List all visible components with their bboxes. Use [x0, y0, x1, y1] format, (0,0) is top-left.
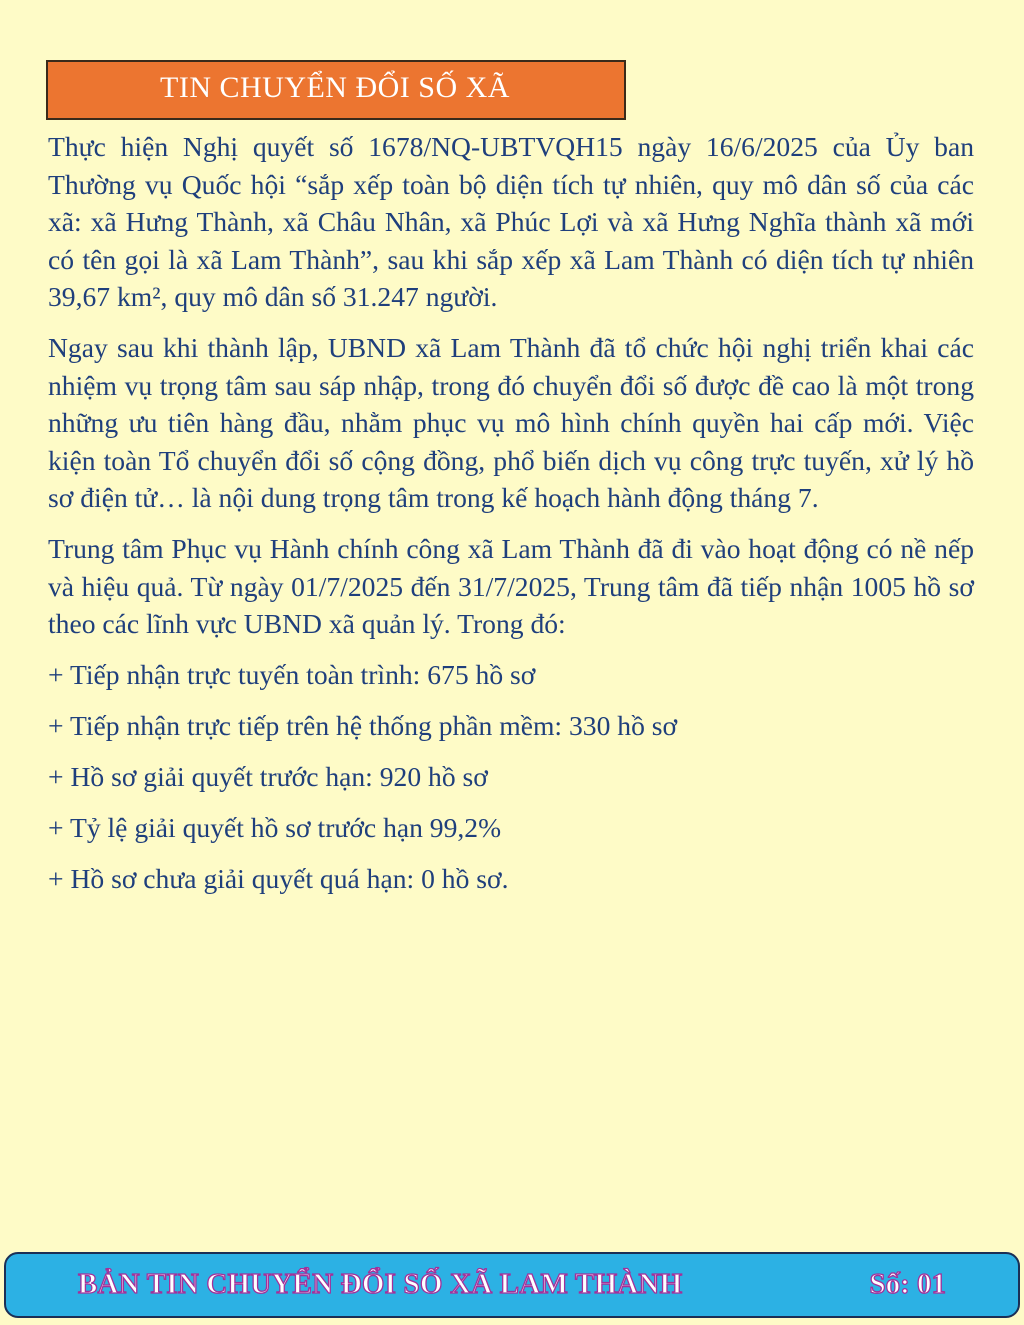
article-body	[48, 128, 974, 911]
stat-item: + Tiếp nhận trực tiếp trên hệ thống phần mềm: 330 hồ sơ	[48, 709, 678, 741]
paragraph: Ngay sau khi thành lập, UBND xã Lam Thành đã tổ chức hội nghị triển khai các nhiệm vụ trọng tâm sau sáp nhập, trong đó chuyển đổi số được đề cao là một trong những ưu tiên hàng đầu, nhằm phục vụ mô hình chính quyền hai cấp mới. Việc kiện toàn Tổ chuyển đổi số cộng đồng, phổ biến dịch vụ công trực tuyến, xử lý hồ sơ điện tử… là nội dung trọng tâm trong kế hoạch hành động tháng 7.	[48, 331, 974, 514]
footer-newsletter-title: BẢN TIN CHUYỂN ĐỔI SỐ XÃ LAM THÀNH	[78, 1268, 683, 1300]
section-title: TIN CHUYỂN ĐỔI SỐ XÃ	[160, 71, 510, 104]
stat-item: + Hồ sơ giải quyết trước hạn: 920 hồ sơ	[48, 760, 488, 792]
stat-item: + Hồ sơ chưa giải quyết quá hạn: 0 hồ sơ.	[48, 862, 509, 894]
section-title-box	[46, 60, 626, 120]
stat-item: + Tiếp nhận trực tuyến toàn trình: 675 hồ sơ	[48, 658, 536, 690]
footer-bar	[4, 1252, 1020, 1318]
stat-item: + Tỷ lệ giải quyết hồ sơ trước hạn 99,2%	[48, 811, 502, 843]
paragraph: Trung tâm Phục vụ Hành chính công xã Lam Thành đã đi vào hoạt động có nề nếp và hiệu quả. Từ ngày 01/7/2025 đến 31/7/2025, Trung tâm đã tiếp nhận 1005 hồ sơ theo các lĩnh vực UBND xã quản lý. Trong đó:	[48, 532, 974, 640]
paragraph: Thực hiện Nghị quyết số 1678/NQ-UBTVQH15 ngày 16/6/2025 của Ủy ban Thường vụ Quốc hội “sắp xếp toàn bộ diện tích tự nhiên, quy mô dân số của các xã: xã Hưng Thành, xã Châu Nhân, xã Phúc Lợi và xã Hưng Nghĩa thành xã mới có tên gọi là xã Lam Thành”, sau khi sắp xếp xã Lam Thành có diện tích tự nhiên 39,67 km², quy mô dân số 31.247 người.	[48, 131, 974, 313]
footer-issue-number: Số: 01	[869, 1268, 946, 1300]
